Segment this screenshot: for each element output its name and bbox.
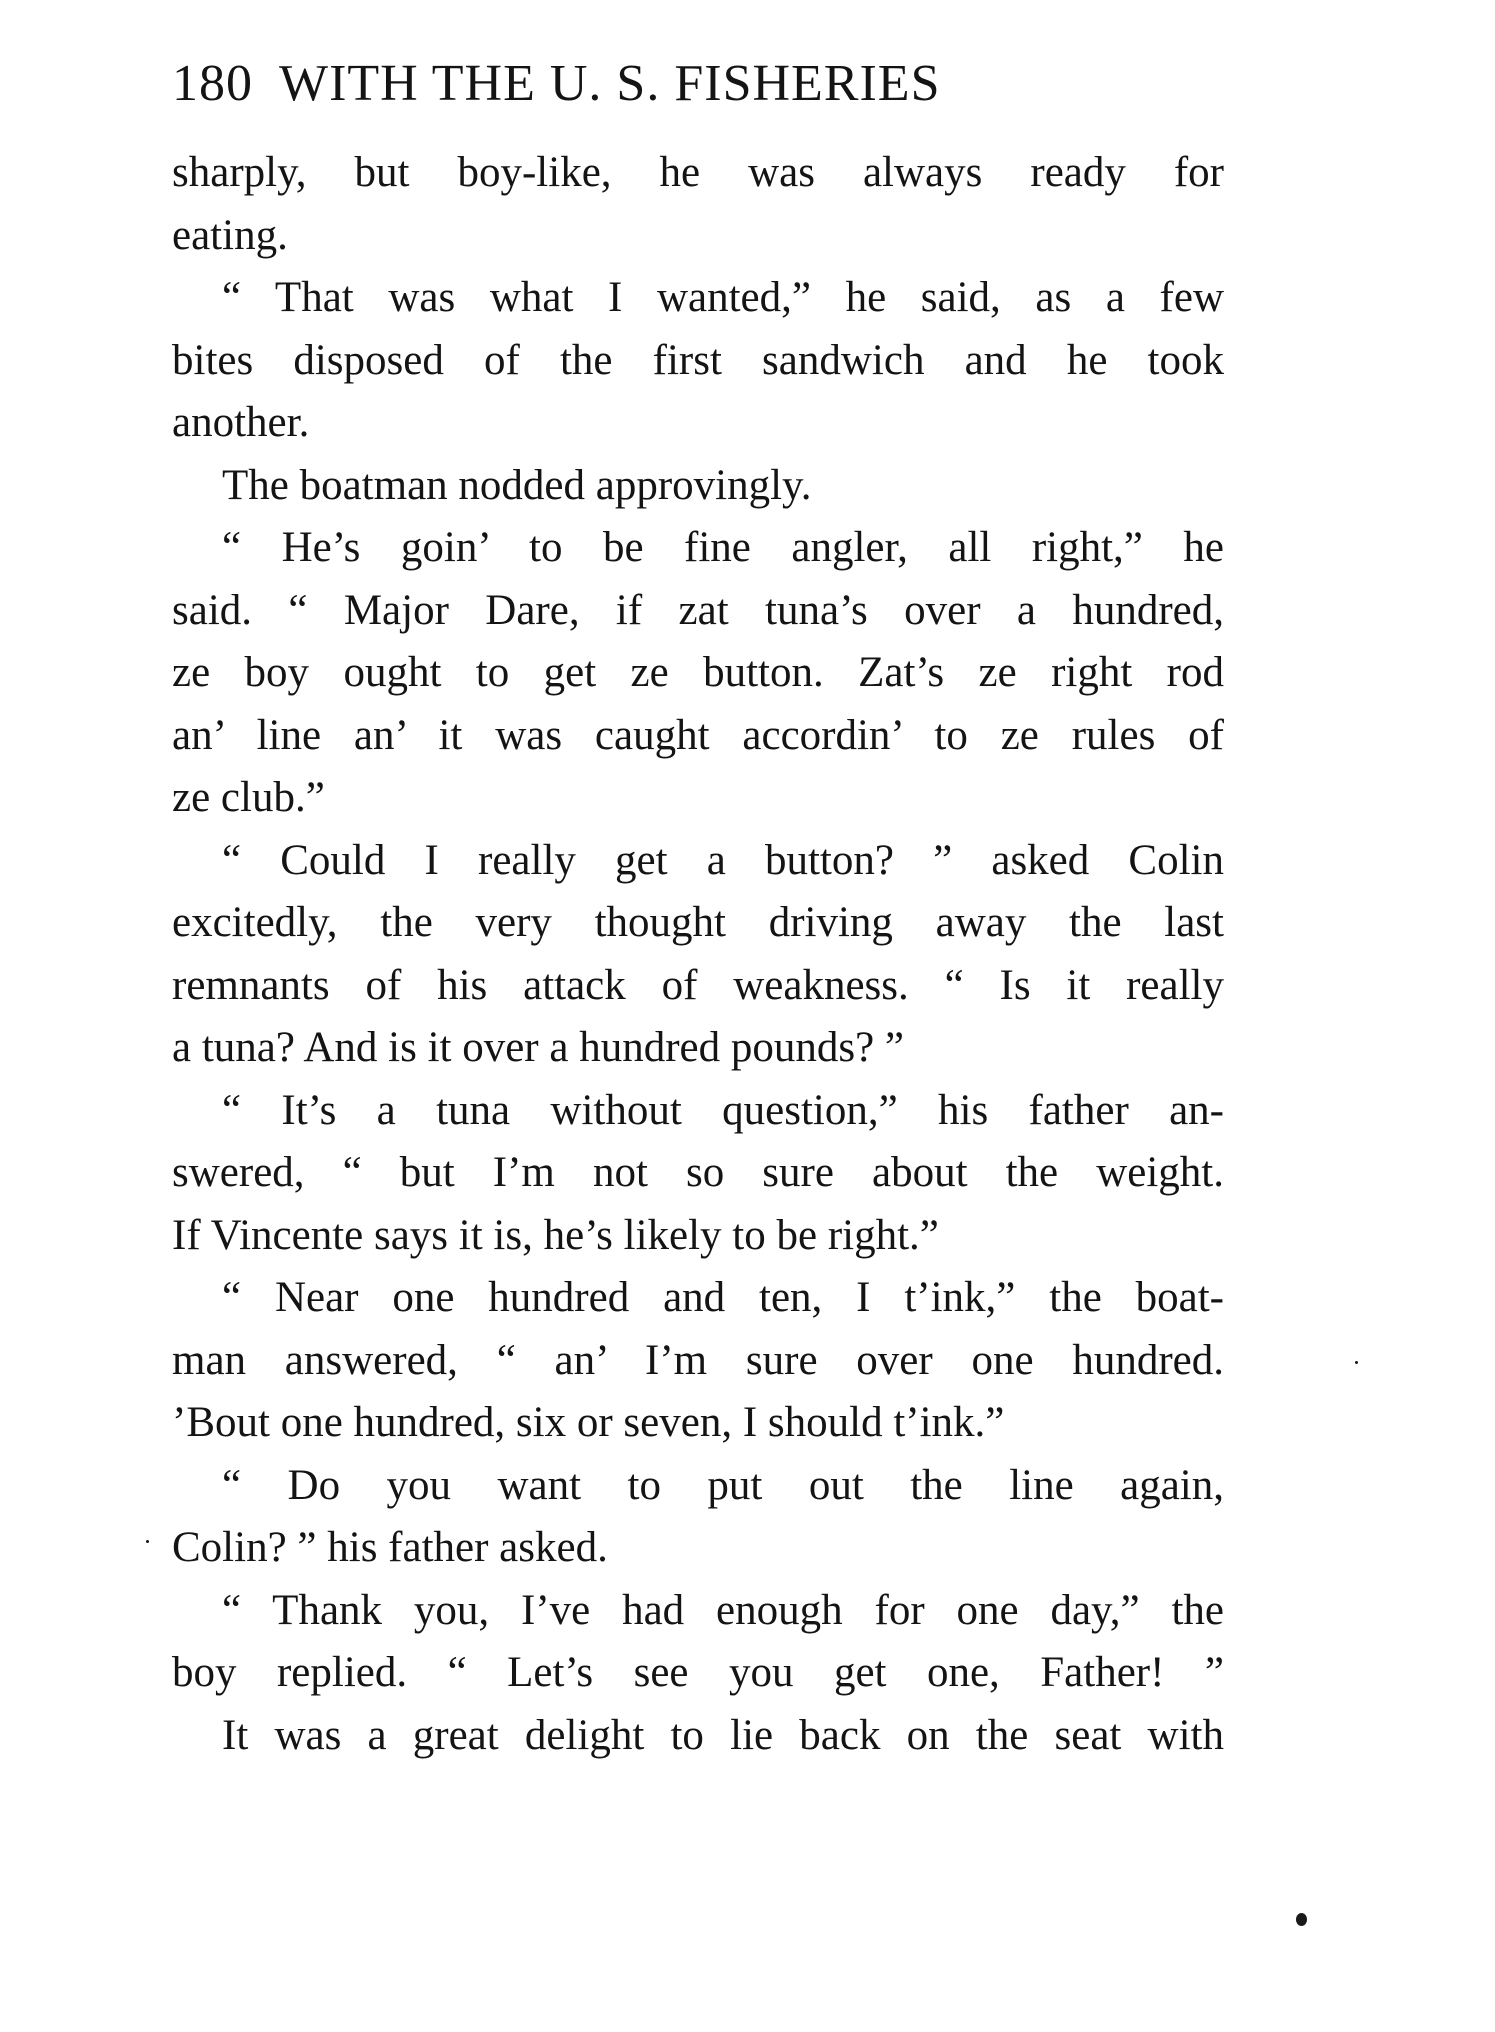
running-title: WITH THE U. S. FISHERIES — [279, 55, 941, 112]
text-line: said. “ Major Dare, if zat tuna’s over a hundred, — [172, 586, 1224, 634]
ink-speck — [146, 1540, 149, 1543]
text-line: boy replied. “ Let’s see you get one, Father! ” — [172, 1649, 1224, 1696]
text-line: “ Thank you, I’ve had enough for one day,” the — [222, 1586, 1224, 1634]
text-line: swered, “ but I’m not so sure about the weight. — [172, 1149, 1224, 1196]
text-line: “ Could I really get a button? ” asked Colin — [222, 836, 1224, 884]
text-line: remnants of his attack of weakness. “ Is it really — [172, 961, 1224, 1009]
text-line: “ He’s goin’ to be fine angler, all right,” he — [222, 524, 1224, 571]
ink-speck — [1296, 1913, 1307, 1926]
body-text — [172, 142, 1224, 1767]
text-line: “ It’s a tuna without question,” his father an- — [222, 1086, 1224, 1134]
text-line: ze boy ought to get ze button. Zat’s ze right rod — [172, 649, 1224, 696]
text-line: ze club.” — [172, 774, 325, 821]
text-line: an’ line an’ it was caught accordin’ to ze rules of — [172, 711, 1224, 759]
text-line: excitedly, the very thought driving away the last — [172, 899, 1224, 946]
text-line: “ That was what I wanted,” he said, as a few — [222, 274, 1224, 321]
text-line: sharply, but boy-like, he was always ready for — [172, 149, 1224, 196]
text-line: eating. — [172, 211, 288, 259]
text-line: man answered, “ an’ I’m sure over one hundred. — [172, 1336, 1224, 1384]
page-number: 180 — [172, 55, 253, 112]
text-line: bites disposed of the first sandwich and he took — [172, 336, 1224, 384]
text-line: It was a great delight to lie back on the seat with — [222, 1711, 1224, 1759]
ink-speck — [1355, 1361, 1358, 1364]
text-line: another. — [172, 399, 310, 446]
text-line: The boatman nodded approvingly. — [222, 461, 812, 509]
running-head — [172, 52, 1252, 116]
text-line: a tuna? And is it over a hundred pounds? ” — [172, 1024, 905, 1071]
text-line: If Vincente says it is, he’s likely to be right.” — [172, 1211, 939, 1259]
text-line: “ Do you want to put out the line again, — [222, 1461, 1224, 1509]
text-line: ’Bout one hundred, six or seven, I should t’ink.” — [172, 1399, 1005, 1446]
text-line: Colin? ” his father asked. — [172, 1524, 608, 1571]
text-line: “ Near one hundred and ten, I t’ink,” the boat- — [222, 1274, 1224, 1321]
